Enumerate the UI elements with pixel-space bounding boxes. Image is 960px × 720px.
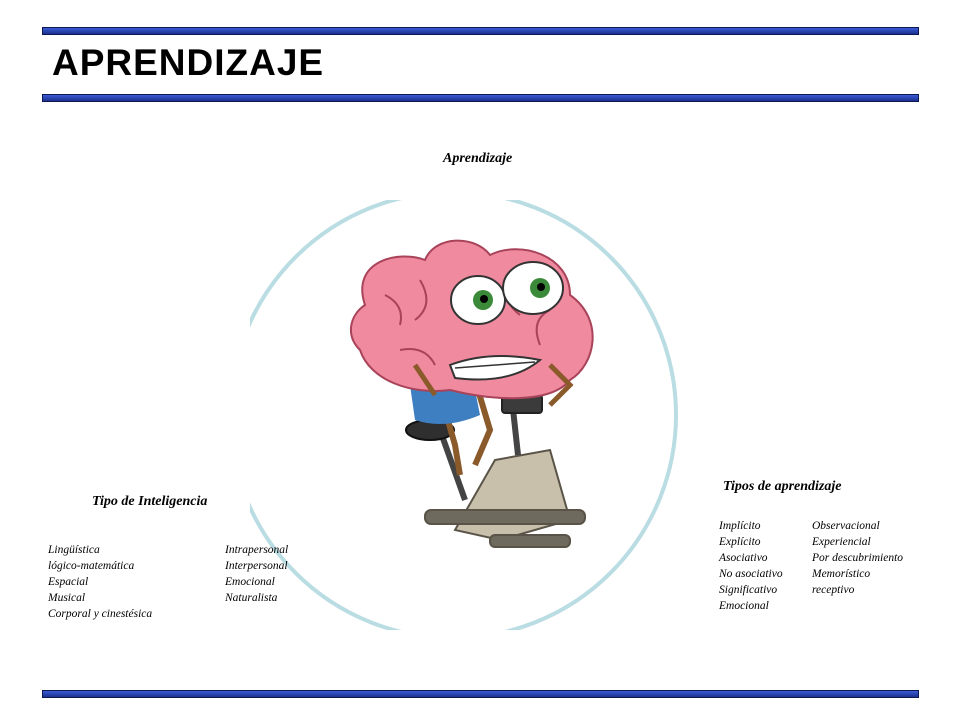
list-item: Lingüística — [48, 544, 100, 556]
list-item: Por descubrimiento — [812, 552, 904, 564]
list-item: No asociativo — [719, 568, 783, 580]
title-underline-bar — [42, 94, 919, 102]
intelligence-list-col2 — [225, 542, 288, 606]
top-divider-bar — [42, 27, 919, 35]
list-item: Corporal y cinestésica — [48, 608, 153, 620]
slide-title: APRENDIZAJE — [52, 42, 325, 83]
list-item: lógico-matemática — [48, 560, 135, 572]
list-item: Observacional — [812, 520, 880, 532]
list-item: Emocional — [719, 600, 769, 612]
brain-cycling-illustration — [250, 200, 710, 630]
list-item: Intrapersonal — [225, 544, 289, 556]
list-item: Espacial — [48, 576, 89, 588]
list-item: Significativo — [719, 584, 778, 596]
list-item: Interpersonal — [225, 560, 288, 572]
learning-list-col2 — [812, 518, 903, 598]
learning-list-col1 — [719, 518, 783, 614]
intelligence-types-heading: Tipo de Inteligencia — [92, 494, 208, 509]
list-item: Musical — [48, 592, 86, 604]
bottom-divider-bar — [42, 690, 919, 698]
list-item: Experiencial — [812, 536, 871, 548]
list-item: Implícito — [719, 520, 761, 532]
list-item: Emocional — [225, 576, 275, 588]
intelligence-list-col1 — [48, 542, 152, 622]
list-item: Explícito — [719, 536, 761, 548]
list-item: Naturalista — [225, 592, 278, 604]
list-item: receptivo — [812, 584, 855, 596]
learning-types-heading: Tipos de aprendizaje — [723, 479, 842, 494]
list-item: Asociativo — [719, 552, 768, 564]
list-item: Memorístico — [812, 568, 871, 580]
center-heading: Aprendizaje — [443, 151, 513, 166]
